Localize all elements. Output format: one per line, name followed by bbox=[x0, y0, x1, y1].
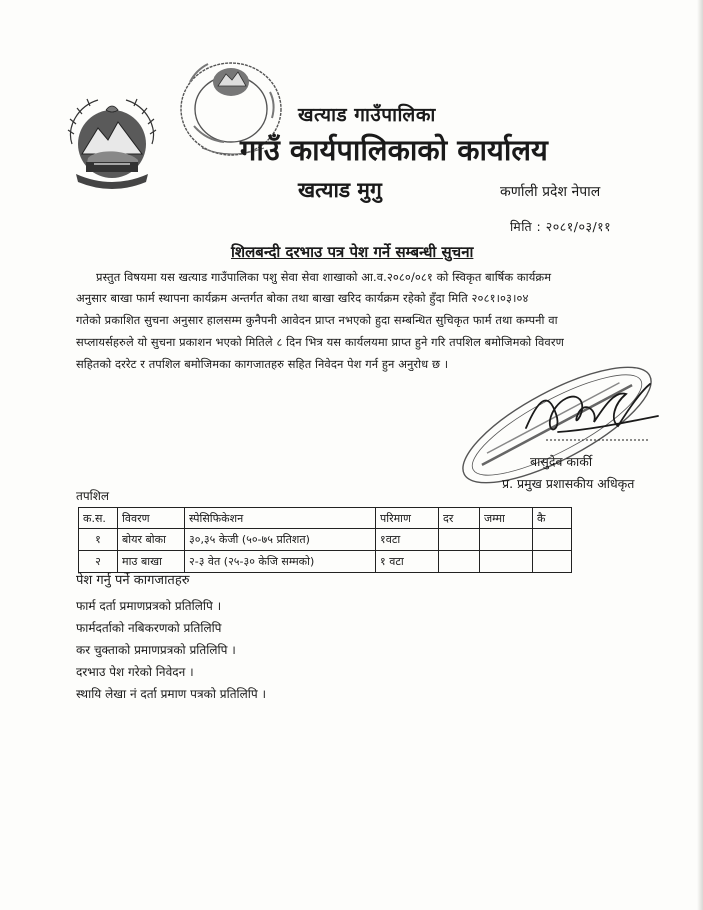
municipality-name: खत्याड गाउँपालिका bbox=[298, 104, 436, 126]
nepal-emblem-icon bbox=[58, 92, 166, 192]
table-header-cell: परिमाण bbox=[376, 508, 439, 529]
table-cell: १वटा bbox=[376, 529, 439, 551]
table-cell: १ bbox=[79, 529, 118, 551]
document-item: दरभाउ पेश गरेको निवेदन । bbox=[76, 665, 194, 679]
table-header-cell: क.स. bbox=[79, 508, 118, 529]
table-header-cell: विवरण bbox=[118, 508, 185, 529]
table-cell: बोयर बोका bbox=[118, 529, 185, 551]
items-table bbox=[78, 507, 572, 573]
table-cell bbox=[533, 529, 572, 551]
table-cell bbox=[480, 551, 533, 573]
table-cell bbox=[439, 551, 480, 573]
table-cell: १ वटा bbox=[376, 551, 439, 573]
table-cell: ३०,३५ केजी (५०-७५ प्रतिशत) bbox=[185, 529, 376, 551]
notice-line: सप्लायर्सहरुले यो सुचना प्रकाशन भएको मितिले ८ दिन भित्र यस कार्यलयमा प्राप्त हुने गरि तपशिल बमोजिमको विवरण bbox=[76, 335, 564, 349]
table-header-row bbox=[79, 508, 572, 529]
table-label: तपशिल bbox=[76, 489, 110, 503]
notice-line: सहितको दररेट र तपशिल बमोजिमका कागजातहरु सहित निवेदन पेश गर्न हुन अनुरोध छ । bbox=[76, 357, 449, 371]
table-cell bbox=[480, 529, 533, 551]
district-name: खत्याड मुगु bbox=[298, 178, 382, 202]
notice-line: गतेको प्रकाशित सुचना अनुसार हालसम्म कुनैपनी आवेदन प्राप्त नभएको हुदा सम्बन्धित सुचिकृत फार्म तथा कम्पनी वा bbox=[76, 313, 558, 327]
notice-line: प्रस्तुत विषयमा यस खत्याड गाउँपालिका पशु सेवा सेवा शाखाको आ.व.२०८०/०८१ को स्विकृत बार्षिक कार्यक्रम bbox=[96, 270, 552, 284]
table-header-cell: दर bbox=[439, 508, 480, 529]
signatory-name: बासुदेव कार्की bbox=[530, 454, 593, 469]
table-header-cell: कै bbox=[533, 508, 572, 529]
table-cell: माउ बाखा bbox=[118, 551, 185, 573]
table-row bbox=[79, 529, 572, 551]
document-item: स्थायि लेखा नं दर्ता प्रमाण पत्रको प्रतिलिपि । bbox=[76, 687, 267, 701]
table-cell bbox=[533, 551, 572, 573]
signature-icon bbox=[518, 370, 668, 450]
document-item: फार्मदर्ताको नबिकरणको प्रतिलिपि bbox=[76, 621, 222, 635]
documents-heading: पेश गर्नु पर्ने कागजातहरु bbox=[76, 573, 190, 588]
province-name: कर्णाली प्रदेश नेपाल bbox=[500, 184, 601, 200]
signatory-title: प्र. प्रमुख प्रशासकीय अधिकृत bbox=[502, 476, 635, 491]
page-edge bbox=[697, 0, 703, 910]
table-cell bbox=[439, 529, 480, 551]
table-cell: २-३ वेत (२५-३० केजि सम्मको) bbox=[185, 551, 376, 573]
document-item: फार्म दर्ता प्रमाणप्रत्रको प्रतिलिपि । bbox=[76, 599, 222, 613]
table-cell: २ bbox=[79, 551, 118, 573]
office-name: गाउँ कार्यपालिकाको कार्यालय bbox=[240, 133, 548, 167]
notice-date: मिति : २०८१/०३/११ bbox=[510, 219, 612, 234]
notice-line: अनुसार बाखा फार्म स्थापना कार्यक्रम अन्तर्गत बोका तथा बाखा खरिद कार्यक्रम रहेको हुँदा मिति २०८१।०३।०४ bbox=[76, 291, 529, 305]
table-header-cell: जम्मा bbox=[480, 508, 533, 529]
table-header-cell: स्पेसिफिकेशन bbox=[185, 508, 376, 529]
notice-title: शिलबन्दी दरभाउ पत्र पेश गर्ने सम्बन्धी सुचना bbox=[231, 243, 474, 261]
document-item: कर चुक्ताको प्रमाणप्रत्रको प्रतिलिपि । bbox=[76, 643, 236, 657]
